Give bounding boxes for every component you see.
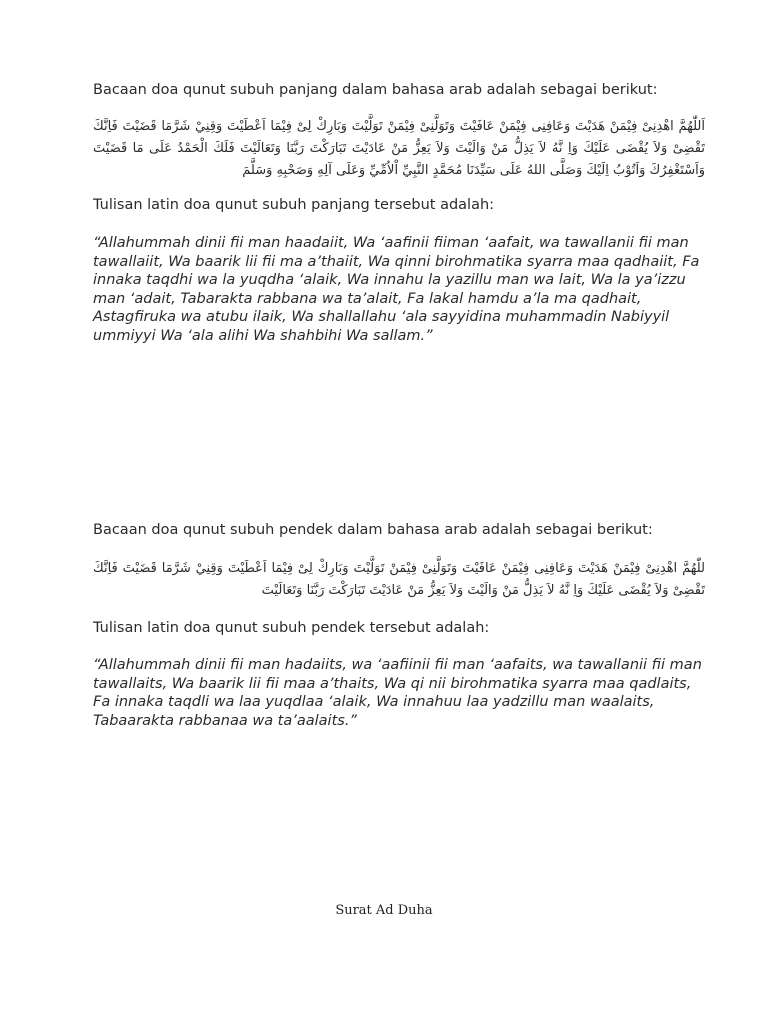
long-latin-text: “Allahummah dinii fii man haadaiit, Wa ‘aafinii fiiman ‘aafait, wa tawallanii fii man tawallaiit, Wa baarik lii fii ma a’thaiit, Wa qinni birohmatika syarra maa qadhaiit, Fa innaka taqdhi wa la yuqdha ‘alaik, Wa innahu la yazillu man wa lait, Wa la ya’izzu man ‘adait, Tabarakta rabbana wa ta’alait, Fa lakal hamdu a’la ma qadhait, Astagfiruka wa atubu ilaik, Wa shallallahu ‘ala sayyidina muhammadin Nabiyyil ummiyyi Wa ‘ala alihi Wa shahbihi Wa sallam.”	[93, 235, 700, 344]
long-doa-arabic-text: اَللّٰهُمَّ اهْدِنِىْ فِيْمَنْ هَدَيْتَ وَعَافِنِى فِيْمَنْ عَافَيْتَ وَتَوَلَّنِىْ فِيْمَنْ تَوَلَّيْتَ وَبَارِكْ لِىْ فِيْمَا اَعْطَيْتَ وَقِنِيْ شَرَّمَا قَضَيْتَ فَاِنَّكَ تَقْضِىْ وَلاَ يُقْضَى عَلَيْكَ وَاِ نَّهُ لاَ يَذِلُّ مَنْ وَالَيْتَ وَلاَ يَعِزُّ مَنْ عَادَيْتَ تَبَارَكْتَ رَبَّنَا وَتَعَالَيْتَ فَلَكَ الْحَمْدُ عَلَى مَا قَضَيْتَ وَاَسْتَغْفِرُكَ وَاَتُوْبُ اِلَيْكَ وَصَلَّى اللهُ عَلَى سَيِّدَنَا مُحَمَّدٍ النَّبِيِّ اْلاُمِّيِّ وَعَلَى آلِهِ وَصَحْبِهِ وَسَلَّمَ	[93, 119, 705, 178]
long-latin-block	[93, 234, 705, 346]
short-latin-intro-block	[93, 618, 705, 638]
long-latin-intro: Tulisan latin doa qunut subuh panjang tersebut adalah:	[93, 197, 495, 213]
short-doa-arabic-block	[93, 558, 705, 602]
short-latin-block	[93, 656, 705, 730]
short-latin-text: “Allahummah dinii fii man hadaiits, wa ‘aafiinii fii man ‘aafaits, wa tawallanii fii man tawallaits, Wa baarik lii fii maa a’thaits, Wa qi nii birohmatika syarra maa qadlaits, Fa innaka taqdli wa laa yuqdlaa ‘alaik, Wa innahuu laa yadzillu man waalaits, Tabaarakta rabbanaa wa ta’aalaits.”	[93, 657, 702, 729]
long-doa-section	[93, 80, 705, 100]
short-doa-arabic-text: للّٰهُمَّ اهْدِنِىْ فِيْمَنْ هَدَيْتَ وَعَافِنِى فِيْمَنْ عَافَيْتَ وَتَوَلَّنِىْ فِيْمَنْ تَوَلَّيْتَ وَبَارِكْ لِىْ فِيْمَا اَعْطَيْتَ وَقِنِيْ شَرَّمَا قَضَيْتَ فَاِنَّكَ تَقْضِىْ وَلاَ يُقْضَى عَلَيْكَ وَاِ نَّهُ لاَ يَذِلُّ مَنْ وَالَيْتَ وَلاَ يَعِزُّ مَنْ عَادَيْتَ تَبَارَكْتَ رَبَّنَا وَتَعَالَيْتَ	[93, 561, 705, 598]
long-doa-intro: Bacaan doa qunut subuh panjang dalam bahasa arab adalah sebagai berikut:	[93, 82, 658, 98]
short-doa-intro: Bacaan doa qunut subuh pendek dalam bahasa arab adalah sebagai berikut:	[93, 522, 653, 538]
long-latin-intro-block	[93, 195, 705, 215]
footer-title: Surat Ad Duha	[335, 903, 433, 918]
short-latin-intro: Tulisan latin doa qunut subuh pendek tersebut adalah:	[93, 620, 490, 636]
long-doa-arabic-block	[93, 116, 705, 182]
short-doa-section	[93, 520, 705, 540]
